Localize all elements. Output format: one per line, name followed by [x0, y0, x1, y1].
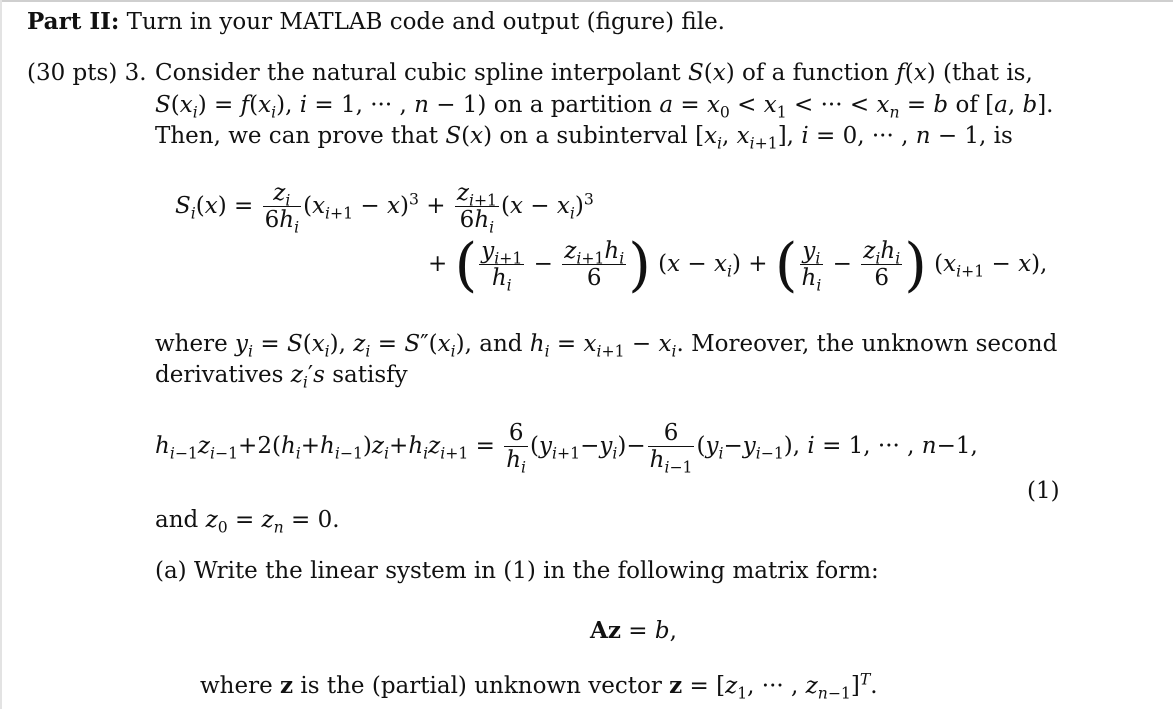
part-a — [155, 558, 879, 584]
header-line — [27, 8, 725, 35]
part-label: Part II: — [27, 8, 120, 35]
part-a-label: (a) — [155, 558, 187, 584]
equation-number: (1) — [1027, 478, 1060, 504]
part-a-text: Write the linear system in (1) in the following matrix form: — [193, 558, 879, 584]
top-border — [0, 0, 1173, 2]
matrix-equation: Az = b, — [590, 617, 677, 644]
fraction: $\frac{z_i}{6h_i}$ — [264, 180, 300, 238]
problem-line-3: Then, we can prove that S(x) on a subinterval [$x_i$, $x_{i+1}$], i = 0, ··· , n − 1, is — [155, 123, 1013, 153]
left-border — [0, 0, 2, 709]
header-instruction: Turn in your MATLAB code and output (figure) file. — [126, 9, 725, 35]
where-line-1: where $y_i = S(x_i)$, $z_i = S''(x_i)$, and $h_i = x_{i+1} - x_i$. Moreover, the unknown second — [155, 331, 1058, 361]
problem-points: (30 pts) 3. — [27, 60, 147, 86]
spline-formula-line-1: $S_i(x)$ = $\frac{z_i}{6h_i}$ $(x_{i+1} - x)^3$ + $\frac{z_{i+1}}{6h_i}$ $(x - x_i)^3$ — [175, 180, 594, 238]
system-equation: $h_{i-1}z_{i-1}+2(h_i+h_{i-1})z_i+h_iz_{i+1}$ = $\frac{6}{h_i}$ $(y_{i+1}-y_i)-$ $\frac{6}{h_{i-1}}$ $(y_i-y_{i-1})$, i = 1, ··· , n−1, — [155, 420, 978, 478]
part-a-where: where z is the (partial) unknown vector $z = [z_1$, ··· , $z_{n-1}]^T$. — [200, 669, 878, 703]
problem-line-1: Consider the natural cubic spline interpolant S(x) of a function f(x) (that is, — [155, 60, 1033, 86]
spline-formula-line-2: + ( $\frac{y_{i+1}}{h_i}$ − $\frac{z_{i+1}h_i}{6}$ ) $(x - x_i)$ + ( $\frac{y_i}{h_i}$ − $\frac{z_ih_i}{6}$ ) $(x_{i+1} - x)$, — [428, 230, 1048, 299]
boundary-condition: and $z_0 = z_n = 0$. — [155, 507, 340, 537]
fraction: $\frac{z_{i+1}}{6h_i}$ — [456, 180, 497, 238]
problem-line-2: $S(x_i) = f(x_i)$, i = 1, ··· , n − 1) on a partition $a = x_0 < x_1$ < ··· < $x_n = b$ of [a, b]. — [155, 92, 1054, 122]
where-line-2: derivatives $z_i's$ satisfy — [155, 362, 408, 392]
